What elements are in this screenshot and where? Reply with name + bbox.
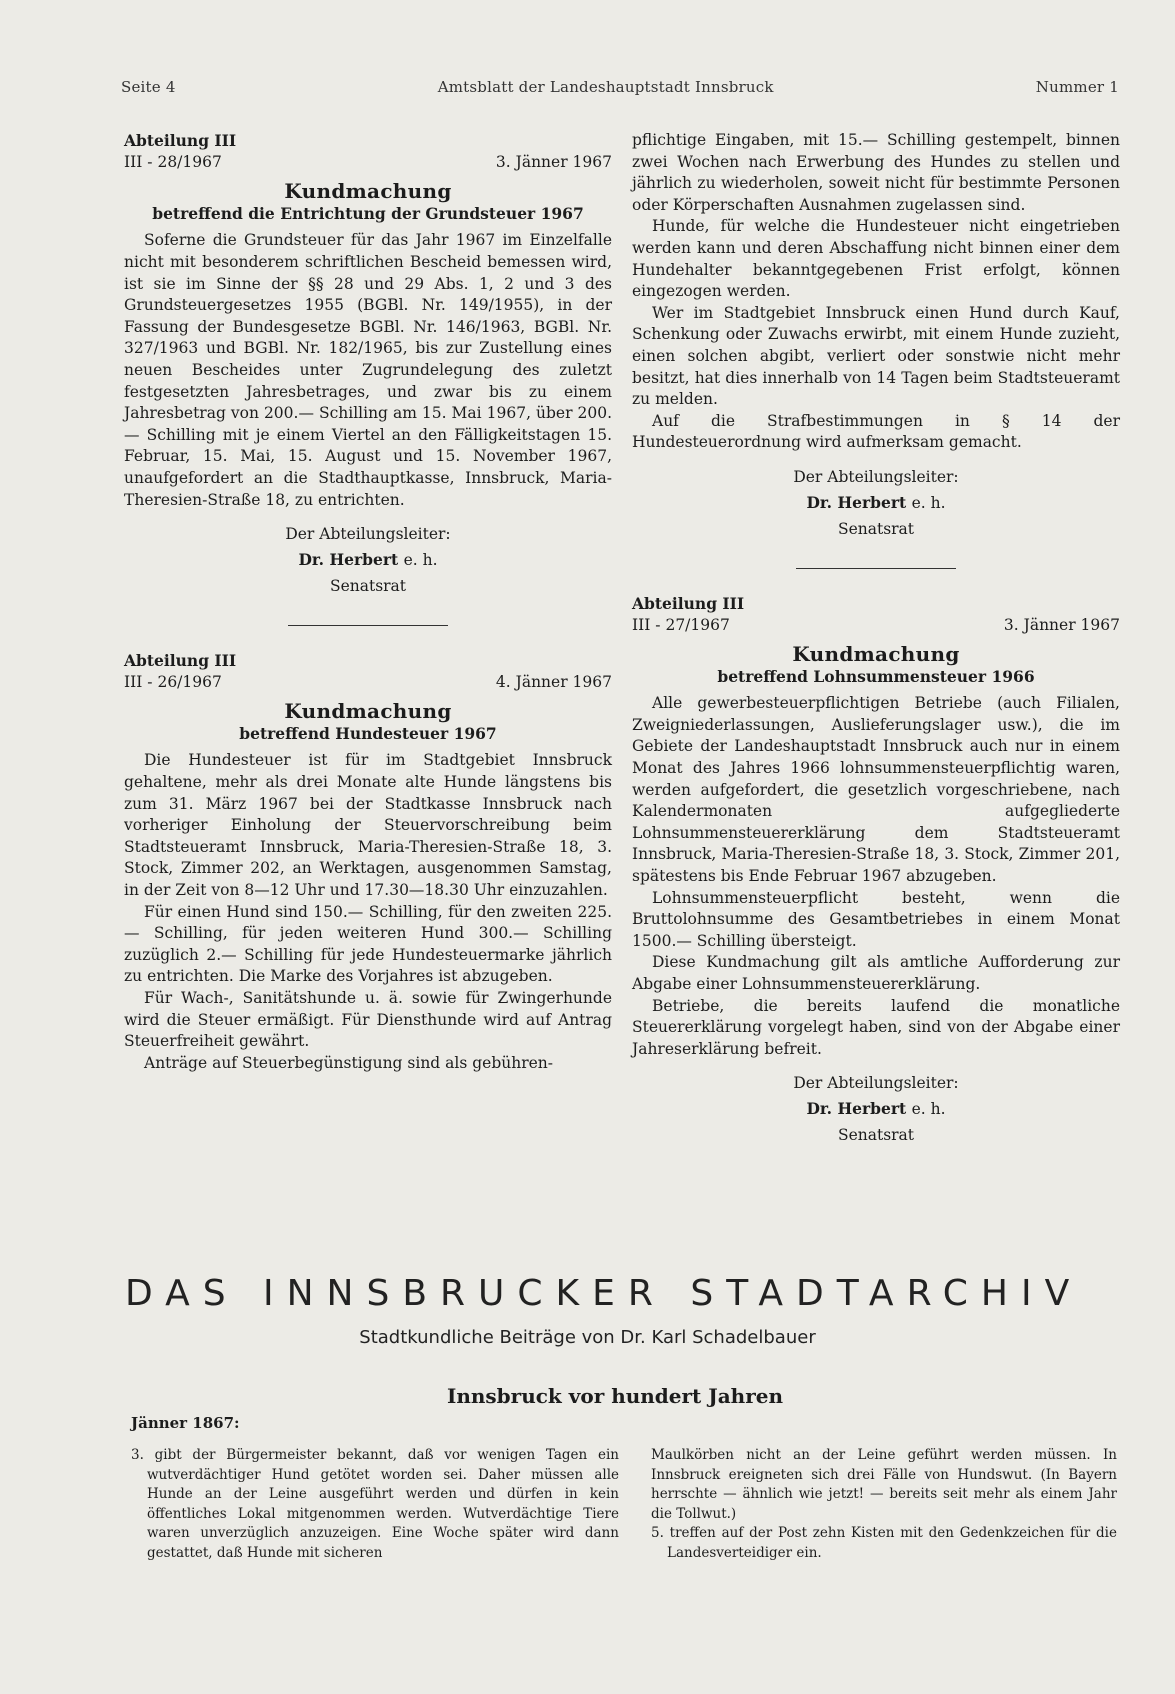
signature-name: Dr. Herbert [806, 492, 907, 512]
signature-suffix: e. h. [911, 493, 946, 512]
signature-title: Senatsrat [837, 1126, 915, 1145]
signature-name-line [632, 490, 1120, 516]
history-right-column [651, 1446, 1117, 1563]
signature-role: Der Abteilungsleiter: [793, 1074, 959, 1093]
reference-line [632, 615, 1120, 637]
signature-block [124, 521, 612, 599]
signature-role: Der Abteilungsleiter: [285, 525, 451, 544]
signature-role: Der Abteilungsleiter: [793, 467, 959, 486]
notice-lohnsummensteuer [632, 593, 1120, 1148]
page-number: Seite 4 [121, 78, 176, 96]
issue-number: Nummer 1 [1035, 78, 1119, 96]
divider [796, 568, 956, 569]
signature-suffix: e. h. [403, 551, 438, 570]
signature-title: Senatsrat [837, 519, 915, 538]
signature-name-line [632, 1096, 1120, 1122]
history-entry: 5. treffen auf der Post zehn Kisten mit den Gedenkzeichen für die Landesverteidiger ein. [651, 1525, 1117, 1561]
history-section-title: Innsbruck vor hundert Jahren [446, 1384, 784, 1408]
left-column [124, 130, 612, 1074]
reference-line [124, 152, 612, 174]
archive-subtitle: Stadtkundliche Beiträge von Dr. Karl Schadelbauer [359, 1327, 816, 1348]
signature-name: Dr. Herbert [298, 550, 399, 570]
notice-title: Kundmachung [284, 179, 452, 204]
department: Abteilung III [124, 651, 237, 671]
notice-body [124, 230, 612, 511]
signature-block [632, 1070, 1120, 1148]
notice-hundesteuer-continued [632, 130, 1120, 454]
notice-subtitle: betreffend Lohnsummensteuer 1966 [717, 666, 1035, 686]
history-entry: 3. gibt der Bürgermeister bekannt, daß vor wenigen Tagen ein wutverdächtiger Hund getötet worden sei. Daher müssen alle Hunde an der Leine ausgeführt werden und dürfen in kein öffentliches Lokal mitgenommen werden. Wutverdächtige Tiere waren unverzüglich anzuzeigen. Eine Woche später wird dann gestattet, daß Hunde mit sicheren [131, 1447, 619, 1561]
paragraph: Die Hundesteuer ist für im Stadtgebiet Innsbruck gehaltene, mehr als drei Monate alte Hunde längstens bis zum 31. März 1967 bei der Stadtkasse Innsbruck nach vorheriger Einholung der Steuervorschreibung beim Stadtsteueramt Innsbruck, Maria-Theresien-Straße 18, 3. Stock, Zimmer 202, an Werktagen, ausgenommen Samstag, in der Zeit von 8—12 Uhr und 17.30—18.30 Uhr einzuzahlen. [124, 751, 612, 900]
paragraph: Hunde, für welche die Hundesteuer nicht eingetrieben werden kann und deren Abschaffung nicht binnen einer dem Hundehalter bekanntgegebenen Frist erfolgt, können eingezogen werden. [632, 217, 1120, 301]
department: Abteilung III [124, 131, 237, 150]
paragraph: Für Wach-, Sanitätshunde u. ä. sowie für Zwingerhunde wird die Steuer ermäßigt. Für Diensthunde wird auf Antrag Steuerfreiheit gewährt. [124, 989, 612, 1051]
notice-body [124, 750, 612, 1074]
signature-name-line [124, 547, 612, 573]
paragraph: Soferne die Grundsteuer für das Jahr 1967 im Einzelfalle nicht mit besonderem schriftlichen Bescheid bemessen wird, ist sie im Sinne der §§ 28 und 29 Abs. 1, 2 und 3 des Grundsteuergesetzes 1955 (BGBl. Nr. 149/1955), in der Fassung der Bundesgesetze BGBl. Nr. 146/1963, BGBl. Nr. 327/1963 und BGBl. Nr. 182/1965, bis zur Zustellung eines neuen Bescheides unter Zugrundelegung des zuletzt festgesetzten Jahresbetrages, und zwar bis zu einem Jahresbetrag von 200.— Schilling am 15. Mai 1967, über 200.— Schilling mit je einem Viertel an den Fälligkeitstagen 15. Februar, 15. Mai, 15. August und 15. November 1967, unaufgefordert an die Stadthauptkasse, Innsbruck, Maria-Theresien-Straße 18, zu entrichten. [124, 231, 612, 509]
paragraph: Lohnsummensteuerpflicht besteht, wenn die Bruttolohnsumme des Gesamtbetriebes in einem Monat 1500.— Schilling übersteigt. [632, 888, 1120, 950]
signature-block [632, 464, 1120, 542]
reference-number: III - 26/1967 [124, 672, 222, 691]
paragraph: Betriebe, die bereits laufend die monatliche Steuererklärung vorgelegt haben, sind von der Abgabe einer Jahreserklärung befreit. [632, 996, 1120, 1058]
divider [288, 625, 448, 626]
notice-grundsteuer [124, 130, 612, 599]
paragraph: Diese Kundmachung gilt als amtliche Aufforderung zur Abgabe einer Lohnsummensteuererklärung. [632, 953, 1120, 993]
signature-name: Dr. Herbert [806, 1099, 907, 1119]
notice-date: 3. Jänner 1967 [495, 152, 612, 171]
department: Abteilung III [632, 593, 745, 613]
notice-title: Kundmachung [284, 699, 452, 724]
publication-title: Amtsblatt der Landeshauptstadt Innsbruck [437, 78, 774, 96]
history-entry-continued: Maulkörben nicht an der Leine geführt werden müssen. In Innsbruck ereigneten sich drei Fälle von Hundswut. (In Bayern herrschte — ähnlich wie jetzt! — bereits seit mehr als einem Jahr die Tollwut.) [651, 1447, 1117, 1522]
reference-line [124, 672, 612, 694]
notice-hundesteuer [124, 650, 612, 1074]
notice-body [632, 693, 1120, 1060]
paragraph: Auf die Strafbestimmungen in § 14 der Hundesteuerordnung wird aufmerksam gemacht. [632, 411, 1120, 452]
history-month: Jänner 1867: [131, 1414, 240, 1432]
notice-date: 3. Jänner 1967 [1003, 615, 1120, 634]
paragraph: Anträge auf Steuerbegünstigung sind als gebühren- [144, 1053, 554, 1072]
signature-suffix: e. h. [911, 1100, 946, 1119]
reference-number: III - 28/1967 [124, 152, 222, 171]
signature-title: Senatsrat [329, 577, 407, 596]
notice-subtitle: betreffend die Entrichtung der Grundsteuer 1967 [152, 203, 584, 223]
notice-date: 4. Jänner 1967 [495, 672, 612, 691]
right-column [632, 130, 1120, 1148]
notice-title: Kundmachung [792, 642, 960, 667]
history-left-column [131, 1446, 619, 1563]
paragraph: pflichtige Eingaben, mit 15.— Schilling gestempelt, binnen zwei Wochen nach Erwerbung des Hundes zu stellen und jährlich zu wiederholen, soweit nicht für bestimmte Personen oder Körperschaften Ausnahmen zugelassen sind. [632, 131, 1120, 214]
page-header [121, 78, 1119, 96]
notice-subtitle: betreffend Hundesteuer 1967 [239, 723, 497, 743]
paragraph: Wer im Stadtgebiet Innsbruck einen Hund durch Kauf, Schenkung oder Zuwachs erwirbt, mit einem Hunde zuzieht, einen solchen abgibt, verliert oder sonstwie nicht mehr besitzt, hat dies innerhalb von 14 Tagen beim Stadtsteueramt zu melden. [632, 303, 1120, 409]
reference-number: III - 27/1967 [632, 615, 730, 634]
archive-title: DAS INNSBRUCKER STADTARCHIV [125, 1273, 1083, 1314]
paragraph: Für einen Hund sind 150.— Schilling, für den zweiten 225.— Schilling, für jeden weiteren Hund 300.— Schilling zuzüglich 2.— Schilling für jede Hundesteuermarke jährlich zu entrichten. Die Marke des Vorjahres ist abzugeben. [124, 902, 612, 986]
paragraph: Alle gewerbesteuerpflichtigen Betriebe (auch Filialen, Zweigniederlassungen, Auslieferungslager usw.), die im Gebiete der Landeshauptstadt Innsbruck auch nur in einem Monat des Jahres 1966 lohnsummensteuerpflichtig waren, werden aufgefordert, die gesetzlich vorgeschriebene, nach Kalendermonaten aufgegliederte Lohnsummensteuererklärung dem Stadtsteueramt Innsbruck, Maria-Theresien-Straße 18, 3. Stock, Zimmer 201, spätestens bis Ende Februar 1967 abzugeben. [632, 694, 1120, 886]
